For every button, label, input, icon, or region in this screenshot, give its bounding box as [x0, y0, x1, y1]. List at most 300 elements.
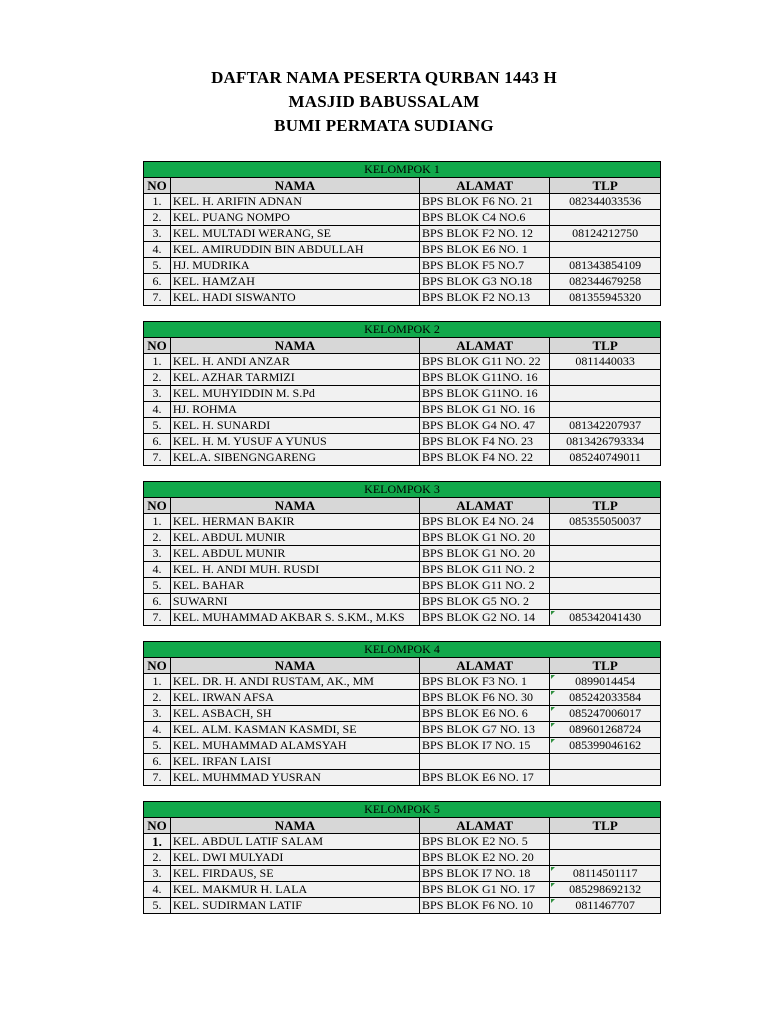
- cell-no: [144, 738, 171, 754]
- table-row: [144, 194, 661, 210]
- column-header-nama: NAMA: [170, 818, 419, 834]
- group-label: KELOMPOK 5: [144, 802, 661, 818]
- cell-text: BPS BLOK F2 NO.13: [422, 290, 531, 304]
- cell-no: [144, 674, 171, 690]
- cell-marker-icon: [551, 691, 555, 695]
- cell-tlp: [550, 898, 661, 914]
- cell-alamat: [420, 722, 550, 738]
- table-row: [144, 594, 661, 610]
- group-label: KELOMPOK 1: [144, 162, 661, 178]
- table-row: [144, 226, 661, 242]
- cell-text: 6.: [152, 754, 162, 768]
- cell-nama: [170, 754, 419, 770]
- cell-nama: [170, 274, 419, 290]
- table-body: [144, 162, 661, 914]
- table-row: [144, 722, 661, 738]
- column-header-nama: NAMA: [170, 498, 419, 514]
- group-spacer: [144, 786, 661, 802]
- cell-text: 1.: [152, 674, 162, 688]
- cell-text: BPS BLOK G7 NO. 13: [422, 722, 536, 736]
- cell-text: KEL. MUHAMMAD ALAMSYAH: [172, 738, 347, 752]
- cell-alamat: [420, 706, 550, 722]
- cell-text: 6.: [152, 434, 162, 448]
- cell-alamat: [420, 594, 550, 610]
- table-row: [144, 706, 661, 722]
- cell-tlp: [550, 866, 661, 882]
- cell-alamat: [420, 610, 550, 626]
- cell-text: BPS BLOK F4 NO. 23: [422, 434, 534, 448]
- title-line-1: DAFTAR NAMA PESERTA QURBAN 1443 H: [211, 68, 557, 87]
- table-row: [144, 770, 661, 786]
- cell-text: 6.: [152, 274, 162, 288]
- cell-text: 2.: [152, 690, 162, 704]
- column-header-alamat: ALAMAT: [420, 178, 550, 194]
- cell-text: KEL. ABDUL MUNIR: [172, 530, 286, 544]
- cell-text: 5.: [152, 258, 162, 272]
- cell-nama: [170, 578, 419, 594]
- table-row: [144, 418, 661, 434]
- title-line-3: BUMI PERMATA SUDIANG: [274, 116, 494, 135]
- cell-text: BPS BLOK G3 NO.18: [422, 274, 533, 288]
- cell-text: 2.: [152, 370, 162, 384]
- group-header-row: [144, 642, 661, 658]
- cell-marker-icon: [551, 675, 555, 679]
- cell-text: BPS BLOK G1 NO. 17: [422, 882, 536, 896]
- cell-text: 3.: [152, 706, 162, 720]
- cell-nama: [170, 738, 419, 754]
- table-row: [144, 754, 661, 770]
- cell-text: KEL. IRWAN AFSA: [172, 690, 274, 704]
- cell-nama: [170, 258, 419, 274]
- cell-nama: [170, 770, 419, 786]
- cell-tlp: [550, 274, 661, 290]
- cell-text: 2.: [152, 530, 162, 544]
- cell-text: BPS BLOK E6 NO. 17: [422, 770, 534, 784]
- cell-text: BPS BLOK F6 NO. 30: [422, 690, 534, 704]
- column-header-row: [144, 178, 661, 194]
- column-header-no: NO: [144, 498, 171, 514]
- cell-text: 1.: [152, 354, 162, 368]
- cell-text: BPS BLOK C4 NO.6: [422, 210, 526, 224]
- cell-text: 7.: [152, 770, 162, 784]
- cell-text: 7.: [152, 610, 162, 624]
- cell-text: 081342207937: [569, 418, 642, 432]
- cell-alamat: [420, 578, 550, 594]
- table-row: [144, 674, 661, 690]
- cell-text: KEL. HAMZAH: [172, 274, 255, 288]
- cell-text: KEL. MUHAMMAD AKBAR S. S.KM., M.KS: [172, 610, 405, 624]
- cell-no: [144, 690, 171, 706]
- cell-text: 0813426793334: [566, 434, 645, 448]
- cell-nama: [170, 210, 419, 226]
- column-header-alamat: ALAMAT: [420, 338, 550, 354]
- cell-tlp: [550, 434, 661, 450]
- cell-text: 085399046162: [569, 738, 642, 752]
- cell-text: BPS BLOK G4 NO. 47: [422, 418, 536, 432]
- cell-tlp: [550, 194, 661, 210]
- cell-tlp: [550, 690, 661, 706]
- table-row: [144, 386, 661, 402]
- cell-text: 3.: [152, 866, 162, 880]
- cell-nama: [170, 354, 419, 370]
- cell-text: 085240749011: [569, 450, 641, 464]
- column-header-row: [144, 498, 661, 514]
- cell-tlp: [550, 450, 661, 466]
- cell-alamat: [420, 418, 550, 434]
- cell-text: KEL. DWI MULYADI: [172, 850, 284, 864]
- cell-tlp: [550, 514, 661, 530]
- cell-text: BPS BLOK E6 NO. 6: [422, 706, 528, 720]
- cell-text: KEL. AMIRUDDIN BIN ABDULLAH: [172, 242, 364, 256]
- cell-alamat: [420, 370, 550, 386]
- column-header-tlp: TLP: [550, 658, 661, 674]
- cell-text: KEL. MULTADI WERANG, SE: [172, 226, 331, 240]
- table-row: [144, 258, 661, 274]
- cell-tlp: [550, 882, 661, 898]
- cell-text: KEL. PUANG NOMPO: [172, 210, 290, 224]
- column-header-tlp: TLP: [550, 338, 661, 354]
- cell-text: BPS BLOK G11NO. 16: [422, 386, 538, 400]
- column-header-no: NO: [144, 338, 171, 354]
- group-spacer: [144, 466, 661, 482]
- column-header-tlp: TLP: [550, 818, 661, 834]
- cell-alamat: [420, 226, 550, 242]
- cell-text: KEL. ABDUL MUNIR: [172, 546, 286, 560]
- cell-tlp: [550, 370, 661, 386]
- cell-text: BPS BLOK F3 NO. 1: [422, 674, 528, 688]
- cell-alamat: [420, 770, 550, 786]
- cell-text: KEL. FIRDAUS, SE: [172, 866, 274, 880]
- cell-no: [144, 386, 171, 402]
- cell-no: [144, 290, 171, 306]
- column-header-tlp: TLP: [550, 178, 661, 194]
- cell-text: 3.: [152, 386, 162, 400]
- cell-alamat: [420, 258, 550, 274]
- cell-marker-icon: [551, 899, 555, 903]
- table-row: [144, 578, 661, 594]
- cell-text: 5.: [152, 738, 162, 752]
- cell-alamat: [420, 530, 550, 546]
- cell-no: [144, 226, 171, 242]
- cell-nama: [170, 370, 419, 386]
- cell-no: [144, 210, 171, 226]
- cell-no: [144, 274, 171, 290]
- cell-text: 081343854109: [569, 258, 642, 272]
- cell-text: 0811440033: [575, 354, 635, 368]
- cell-no: [144, 594, 171, 610]
- cell-text: BPS BLOK G2 NO. 14: [422, 610, 536, 624]
- cell-text: 089601268724: [569, 722, 642, 736]
- table-row: [144, 738, 661, 754]
- table-row: [144, 690, 661, 706]
- cell-text: BPS BLOK I7 NO. 15: [422, 738, 531, 752]
- cell-no: [144, 370, 171, 386]
- cell-text: KEL. BAHAR: [172, 578, 245, 592]
- cell-alamat: [420, 514, 550, 530]
- cell-alamat: [420, 274, 550, 290]
- cell-alamat: [420, 754, 550, 770]
- cell-nama: [170, 594, 419, 610]
- cell-no: [144, 562, 171, 578]
- cell-text: 1.: [152, 194, 162, 208]
- column-header-no: NO: [144, 658, 171, 674]
- cell-text: KEL. H. ARIFIN ADNAN: [172, 194, 302, 208]
- cell-text: BPS BLOK F4 NO. 22: [422, 450, 534, 464]
- group-label: KELOMPOK 2: [144, 322, 661, 338]
- cell-text: 5.: [152, 898, 162, 912]
- cell-alamat: [420, 738, 550, 754]
- cell-text: 5.: [152, 418, 162, 432]
- cell-text: 7.: [152, 290, 162, 304]
- cell-alamat: [420, 546, 550, 562]
- cell-no: [144, 418, 171, 434]
- column-header-alamat: ALAMAT: [420, 818, 550, 834]
- cell-text: SUWARNI: [172, 594, 228, 608]
- cell-nama: [170, 722, 419, 738]
- cell-tlp: [550, 290, 661, 306]
- group-spacer: [144, 306, 661, 322]
- cell-text: KEL. MAKMUR H. LALA: [172, 882, 308, 896]
- cell-nama: [170, 546, 419, 562]
- cell-nama: [170, 226, 419, 242]
- table-row: [144, 898, 661, 914]
- cell-tlp: [550, 242, 661, 258]
- cell-text: 085247006017: [569, 706, 642, 720]
- group-header-row: [144, 162, 661, 178]
- cell-marker-icon: [551, 883, 555, 887]
- column-header-tlp: TLP: [550, 498, 661, 514]
- cell-text: KEL.A. SIBENGNGARENG: [172, 450, 316, 464]
- cell-alamat: [420, 194, 550, 210]
- cell-text: KEL. ASBACH, SH: [172, 706, 272, 720]
- column-header-nama: NAMA: [170, 178, 419, 194]
- cell-tlp: [550, 706, 661, 722]
- cell-no: [144, 850, 171, 866]
- cell-text: 4.: [152, 562, 162, 576]
- cell-marker-icon: [551, 707, 555, 711]
- cell-text: 4.: [152, 722, 162, 736]
- cell-no: [144, 354, 171, 370]
- cell-text: 082344679258: [569, 274, 642, 288]
- cell-no: [144, 882, 171, 898]
- column-header-nama: NAMA: [170, 658, 419, 674]
- table-row: [144, 274, 661, 290]
- cell-alamat: [420, 242, 550, 258]
- cell-text: 0899014454: [575, 674, 636, 688]
- cell-tlp: [550, 770, 661, 786]
- cell-text: 08114501117: [572, 866, 638, 880]
- cell-text: 2.: [152, 850, 162, 864]
- cell-nama: [170, 674, 419, 690]
- cell-no: [144, 834, 171, 850]
- cell-text: BPS BLOK G11 NO. 22: [422, 354, 541, 368]
- column-header-row: [144, 818, 661, 834]
- table-row: [144, 514, 661, 530]
- cell-no: [144, 450, 171, 466]
- table-row: [144, 402, 661, 418]
- document-title: [0, 66, 768, 138]
- cell-nama: [170, 194, 419, 210]
- cell-no: [144, 898, 171, 914]
- cell-no: [144, 866, 171, 882]
- cell-text: BPS BLOK G1 NO. 16: [422, 402, 536, 416]
- cell-text: BPS BLOK G11NO. 16: [422, 370, 538, 384]
- cell-text: 1.: [152, 514, 162, 528]
- cell-tlp: [550, 610, 661, 626]
- cell-text: KEL. H. SUNARDI: [172, 418, 271, 432]
- cell-nama: [170, 866, 419, 882]
- table-row: [144, 850, 661, 866]
- group-header-row: [144, 322, 661, 338]
- cell-tlp: [550, 834, 661, 850]
- cell-marker-icon: [551, 867, 555, 871]
- cell-tlp: [550, 722, 661, 738]
- cell-text: BPS BLOK E2 NO. 5: [422, 834, 528, 848]
- table-row: [144, 530, 661, 546]
- cell-nama: [170, 530, 419, 546]
- cell-no: [144, 434, 171, 450]
- cell-tlp: [550, 754, 661, 770]
- cell-no: [144, 770, 171, 786]
- cell-tlp: [550, 850, 661, 866]
- cell-no: [144, 242, 171, 258]
- cell-no: [144, 258, 171, 274]
- cell-alamat: [420, 450, 550, 466]
- cell-nama: [170, 434, 419, 450]
- cell-nama: [170, 242, 419, 258]
- cell-no: [144, 706, 171, 722]
- cell-nama: [170, 706, 419, 722]
- table-row: [144, 242, 661, 258]
- cell-no: [144, 514, 171, 530]
- cell-nama: [170, 450, 419, 466]
- cell-text: BPS BLOK G5 NO. 2: [422, 594, 530, 608]
- cell-alamat: [420, 898, 550, 914]
- table-row: [144, 882, 661, 898]
- cell-text: 081355945320: [569, 290, 642, 304]
- cell-tlp: [550, 418, 661, 434]
- cell-no: [144, 530, 171, 546]
- cell-text: KEL. H. ANDI ANZAR: [172, 354, 290, 368]
- cell-tlp: [550, 226, 661, 242]
- cell-text: 1.: [152, 834, 162, 849]
- cell-text: BPS BLOK F6 NO. 21: [422, 194, 534, 208]
- cell-alamat: [420, 354, 550, 370]
- cell-nama: [170, 610, 419, 626]
- cell-text: 08124212750: [572, 226, 639, 240]
- cell-text: KEL. MUHYIDDIN M. S.Pd: [172, 386, 315, 400]
- table-row: [144, 450, 661, 466]
- cell-text: 3.: [152, 546, 162, 560]
- table-row: [144, 866, 661, 882]
- table-row: [144, 370, 661, 386]
- table-row: [144, 834, 661, 850]
- column-header-alamat: ALAMAT: [420, 658, 550, 674]
- cell-text: BPS BLOK G11 NO. 2: [422, 562, 535, 576]
- table-row: [144, 562, 661, 578]
- cell-tlp: [550, 578, 661, 594]
- cell-no: [144, 546, 171, 562]
- cell-text: 085342041430: [569, 610, 642, 624]
- table-row: [144, 610, 661, 626]
- cell-text: 4.: [152, 402, 162, 416]
- cell-text: KEL. H. M. YUSUF A YUNUS: [172, 434, 327, 448]
- participant-sheet: [143, 161, 661, 917]
- cell-text: BPS BLOK E6 NO. 1: [422, 242, 528, 256]
- cell-text: HJ. MUDRIKA: [172, 258, 250, 272]
- cell-tlp: [550, 674, 661, 690]
- column-header-no: NO: [144, 178, 171, 194]
- title-line-2: MASJID BABUSSALAM: [288, 92, 480, 111]
- cell-text: 3.: [152, 226, 162, 240]
- cell-alamat: [420, 834, 550, 850]
- column-header-no: NO: [144, 818, 171, 834]
- cell-text: 4.: [152, 242, 162, 256]
- cell-text: KEL. AZHAR TARMIZI: [172, 370, 295, 384]
- cell-nama: [170, 898, 419, 914]
- cell-text: KEL. ALM. KASMAN KASMDI, SE: [172, 722, 357, 736]
- cell-text: KEL. HERMAN BAKIR: [172, 514, 295, 528]
- cell-text: BPS BLOK E4 NO. 24: [422, 514, 534, 528]
- cell-text: KEL. HADI SISWANTO: [172, 290, 296, 304]
- column-header-alamat: ALAMAT: [420, 498, 550, 514]
- cell-text: 082344033536: [569, 194, 642, 208]
- cell-nama: [170, 514, 419, 530]
- cell-no: [144, 578, 171, 594]
- cell-text: BPS BLOK I7 NO. 18: [422, 866, 531, 880]
- cell-nama: [170, 850, 419, 866]
- cell-nama: [170, 386, 419, 402]
- cell-text: 085355050037: [569, 514, 642, 528]
- cell-text: 5.: [152, 578, 162, 592]
- cell-text: KEL. ABDUL LATIF SALAM: [172, 834, 324, 848]
- group-label: KELOMPOK 3: [144, 482, 661, 498]
- cell-tlp: [550, 546, 661, 562]
- cell-alamat: [420, 290, 550, 306]
- cell-no: [144, 194, 171, 210]
- cell-marker-icon: [551, 723, 555, 727]
- group-label: KELOMPOK 4: [144, 642, 661, 658]
- cell-marker-icon: [551, 611, 555, 615]
- cell-text: 6.: [152, 594, 162, 608]
- cell-nama: [170, 690, 419, 706]
- column-header-row: [144, 338, 661, 354]
- cell-alamat: [420, 850, 550, 866]
- cell-text: BPS BLOK F2 NO. 12: [422, 226, 534, 240]
- cell-text: HJ. ROHMA: [172, 402, 237, 416]
- cell-nama: [170, 562, 419, 578]
- cell-alamat: [420, 690, 550, 706]
- cell-tlp: [550, 258, 661, 274]
- cell-nama: [170, 882, 419, 898]
- cell-alamat: [420, 386, 550, 402]
- cell-nama: [170, 834, 419, 850]
- cell-text: 085298692132: [569, 882, 642, 896]
- cell-alamat: [420, 210, 550, 226]
- cell-text: 085242033584: [569, 690, 642, 704]
- cell-tlp: [550, 354, 661, 370]
- cell-no: [144, 722, 171, 738]
- column-header-nama: NAMA: [170, 338, 419, 354]
- cell-text: KEL. SUDIRMAN LATIF: [172, 898, 302, 912]
- group-header-row: [144, 802, 661, 818]
- cell-text: BPS BLOK G1 NO. 20: [422, 546, 536, 560]
- cell-tlp: [550, 562, 661, 578]
- cell-text: BPS BLOK G11 NO. 2: [422, 578, 535, 592]
- participant-table: [143, 161, 661, 914]
- cell-tlp: [550, 530, 661, 546]
- cell-alamat: [420, 562, 550, 578]
